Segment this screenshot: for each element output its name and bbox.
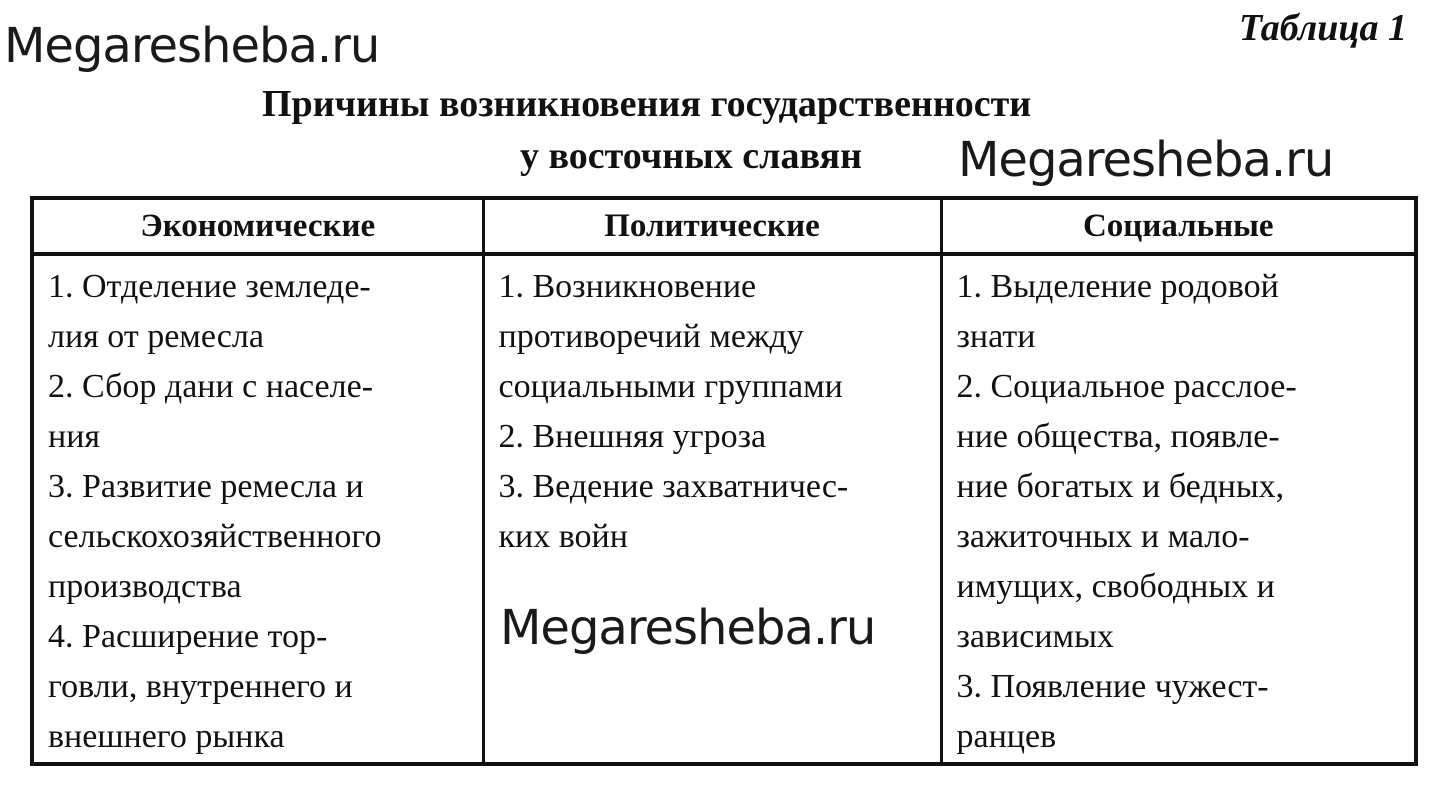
cell-line: социальными группами: [498, 368, 843, 405]
cell-line: 1. Отделение земледе-: [48, 268, 371, 305]
header-economic: Экономические: [32, 198, 483, 254]
cell-line: 2. Внешняя угроза: [498, 418, 767, 455]
table-row: [32, 254, 1416, 764]
cell-line: 1. Возникновение: [498, 268, 757, 305]
cell-line: ких войн: [498, 518, 628, 555]
social-cell: [941, 254, 1416, 764]
cell-line: 1. Выделение родовой: [956, 268, 1279, 305]
political-cell: [483, 254, 941, 764]
cell-line: 3. Появление чужест-: [956, 668, 1269, 705]
cell-line: говли, внутреннего и: [48, 668, 353, 705]
cell-line: 3. Развитие ремесла и: [48, 468, 364, 505]
title-text: Причины возникновения государственности: [262, 83, 1032, 125]
cell-line: 3. Ведение захватничес-: [498, 468, 849, 505]
table-number-label: Таблица 1: [1238, 7, 1407, 49]
header-political: Политические: [483, 198, 941, 254]
cell-line: ние общества, появле-: [956, 418, 1280, 455]
cell-line: внешнего рынка: [48, 718, 285, 755]
cell-line: 2. Социальное расслое-: [956, 368, 1297, 405]
economic-cell: [32, 254, 483, 764]
cell-line: лия от ремесла: [48, 318, 264, 355]
cell-line: ранцев: [956, 718, 1057, 755]
watermark: Megaresheba.ru: [500, 600, 876, 656]
watermark: Megaresheba.ru: [958, 132, 1334, 188]
cell-line: противоречий между: [498, 318, 804, 355]
cell-line: ния: [48, 418, 101, 455]
cell-line: зависимых: [956, 618, 1114, 655]
header-social: Социальные: [941, 198, 1416, 254]
watermark: Megaresheba.ru: [4, 18, 380, 74]
cell-line: 2. Сбор дани с населе-: [48, 368, 374, 405]
cell-line: ние богатых и бедных,: [956, 468, 1285, 505]
title-text: у восточных славян: [520, 135, 862, 177]
cell-line: зажиточных и мало-: [956, 518, 1250, 555]
table-header-row: [32, 198, 1416, 254]
cell-line: сельскохозяйственного: [48, 518, 382, 555]
cell-line: знати: [956, 318, 1036, 355]
cell-line: производства: [48, 568, 242, 605]
cell-line: имущих, свободных и: [956, 568, 1275, 605]
cell-line: 4. Расширение тор-: [48, 618, 328, 655]
causes-table: [30, 196, 1418, 766]
